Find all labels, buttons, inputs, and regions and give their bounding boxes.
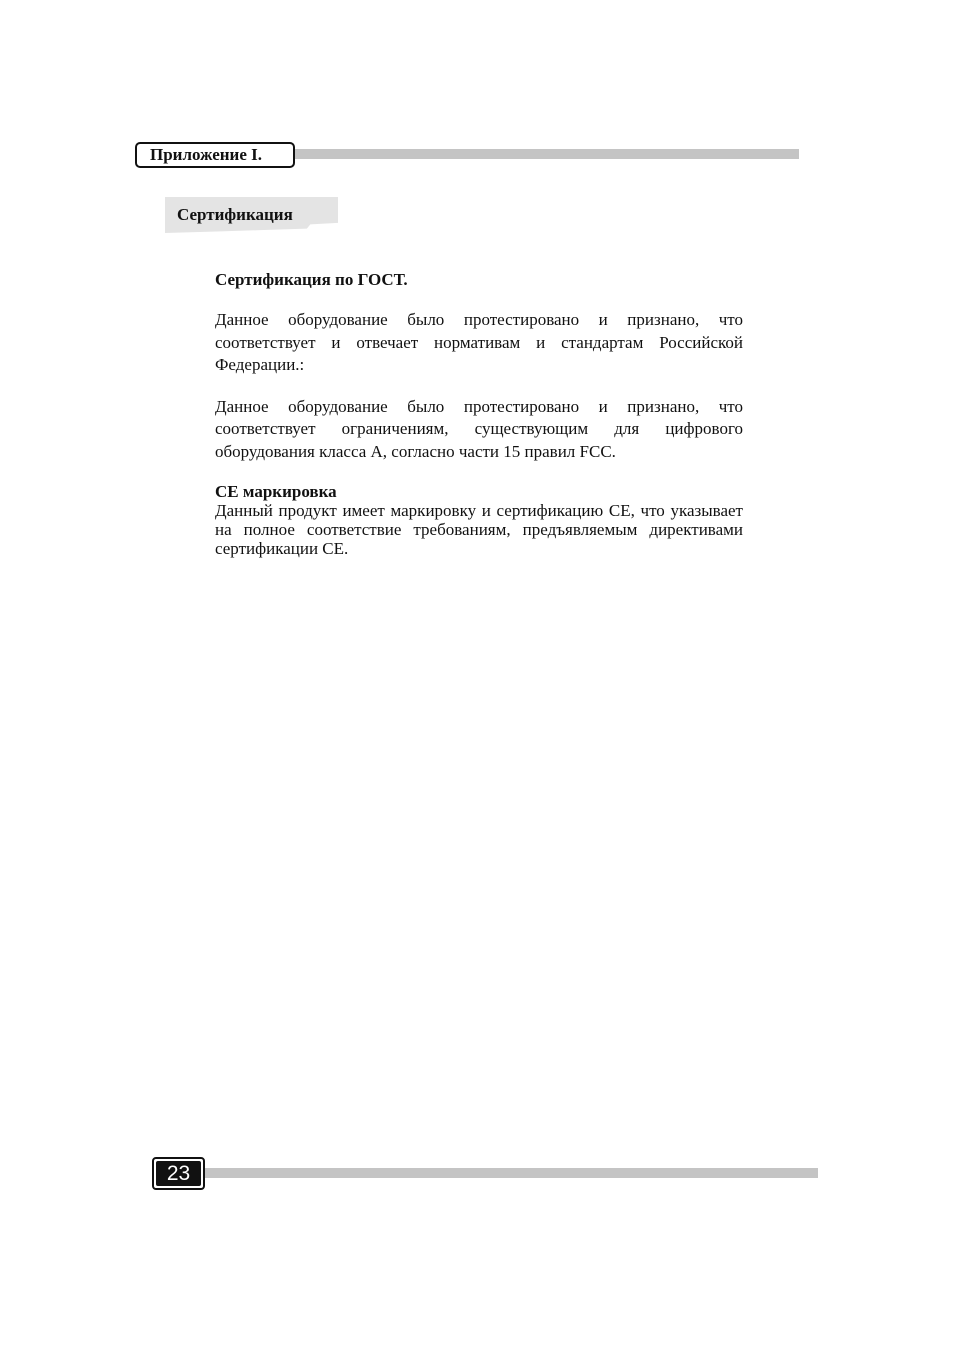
gost-heading: Сертификация по ГОСТ. [215,270,408,289]
page-number: 23 [156,1161,201,1186]
section-label: Сертификация [177,205,293,224]
content [215,268,743,558]
footer-rule [200,1168,818,1178]
ce-heading: CE маркировка [215,482,337,501]
gost-paragraph-1: Данное оборудование было протестировано и признано, что соответствует и отвечает нормативам и стандартам Российской Федерации.: [215,310,743,374]
appendix-label: Приложение I. [150,145,262,164]
header-rule [290,149,799,159]
ce-paragraph: Данный продукт имеет маркировку и сертификацию CE, что указывает на полное соответствие требованиям, предъявляемым директивами сертификации CE. [215,501,743,558]
gost-paragraph-2: Данное оборудование было протестировано и признано, что соответствует ограничениям, существующим для цифрового оборудования класса А, согласно части 15 правил FCC. [215,396,743,461]
page-number-box [152,1157,205,1190]
appendix-tab [135,142,295,168]
